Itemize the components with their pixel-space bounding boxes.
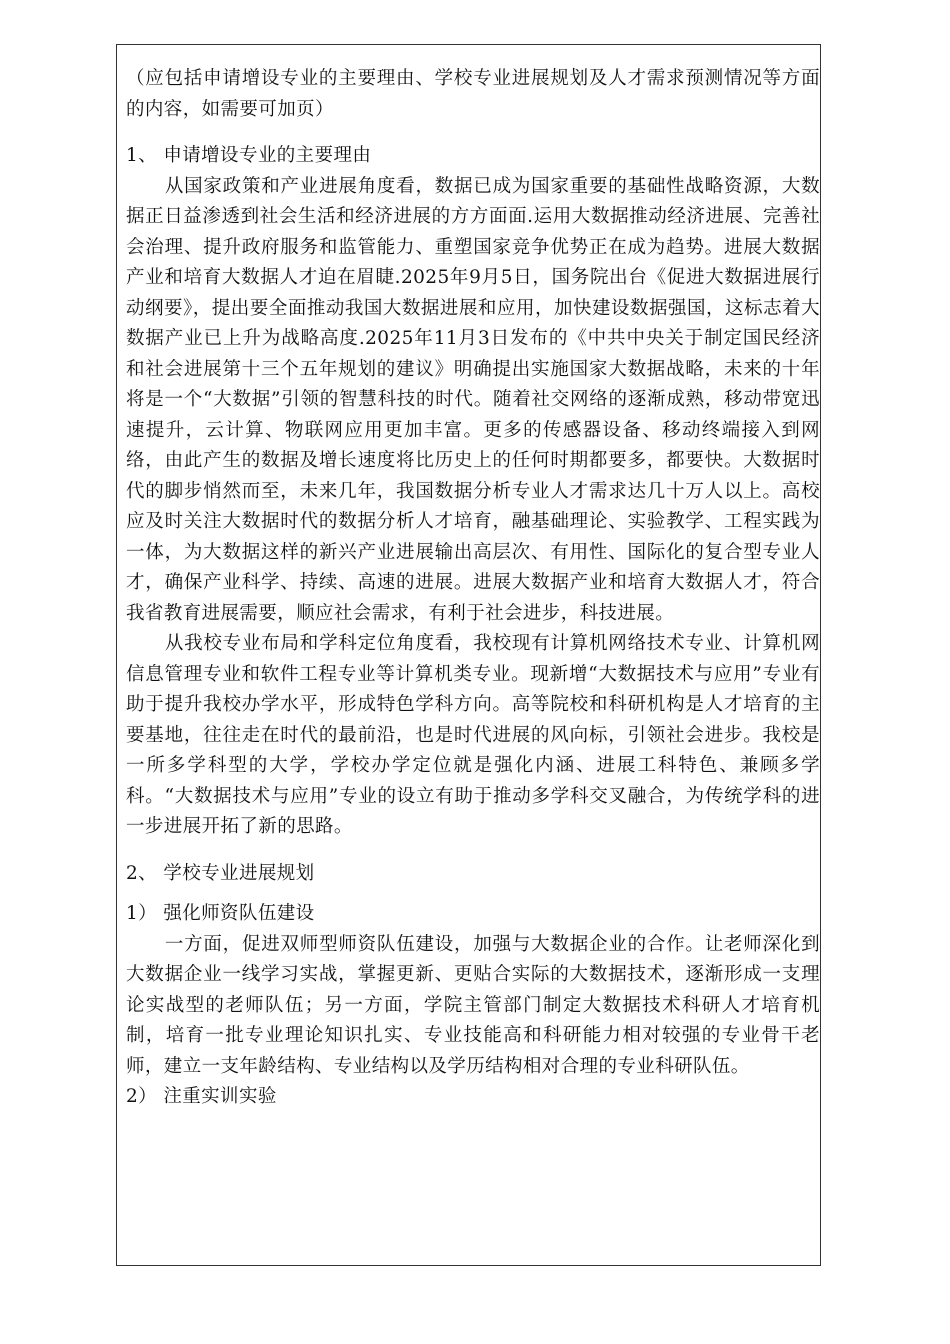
document-body — [126, 64, 820, 1113]
section-1-paragraph-2: 从我校专业布局和学科定位角度看，我校现有计算机网络技术专业、计算机网信息管理专业和软件工程专业等计算机类专业。现新增“大数据技术与应用”专业有助于提升我校办学水平，形成特色学科方向。高等院校和科研机构是人才培育的主要基地，往往走在时代的最前沿，也是时代进展的风向标，引领社会进步。我校是一所多学科型的大学，学校办学定位就是强化内涵、进展工科特色、兼顾多学科。“大数据技术与应用”专业的设立有助于推动多学科交叉融合，为传统学科的进一步进展开拓了新的思路。 — [126, 633, 820, 837]
instruction-note: （应包括申请增设专业的主要理由、学校专业进展规划及人才需求预测情况等方面的内容，如需要可加页） — [126, 68, 820, 120]
section-2-heading: 2、 学校专业进展规划 — [126, 862, 315, 884]
subsection-1-paragraph: 一方面，促进双师型师资队伍建设，加强与大数据企业的合作。让老师深化到大数据企业一线学习实战，掌握更新、更贴合实际的大数据技术，逐渐形成一支理论实战型的老师队伍；另一方面，学院主管部门制定大数据技术科研人才培育机制，培育一批专业理论知识扎实、专业技能高和科研能力相对较强的专业骨干老师，建立一支年龄结构、专业结构以及学历结构相对合理的专业科研队伍。 — [126, 933, 820, 1077]
subsection-1-heading: 1） 强化师资队伍建设 — [126, 903, 315, 924]
subsection-2-heading: 2） 注重实训实验 — [126, 1086, 277, 1107]
section-1-heading: 1、 申请增设专业的主要理由 — [126, 145, 372, 166]
section-1-paragraph-1: 从国家政策和产业进展角度看，数据已成为国家重要的基础性战略资源，大数据正日益渗透到社会生活和经济进展的方方面面.运用大数据推动经济进展、完善社会治理、提升政府服务和监管能力、重塑国家竞争优势正在成为趋势。进展大数据产业和培育大数据人才迫在眉睫.2025年9月5日，国务院出台《促进大数据进展行动纲要》，提出要全面推动我国大数据进展和应用，加快建设数据强国，这标志着大数据产业已上升为战略高度.2025年11月3日发布的《中共中央关于制定国民经济和社会进展第十三个五年规划的建议》明确提出实施国家大数据战略，未来的十年将是一个“大数据”引领的智慧科技的时代。随着社交网络的逐渐成熟，移动带宽迅速提升，云计算、物联网应用更加丰富。更多的传感器设备、移动终端接入到网络，由此产生的数据及增长速度将比历史上的任何时期都要多，都要快。大数据时代的脚步悄然而至，未来几年，我国数据分析专业人才需求达几十万人以上。高校应及时关注大数据时代的数据分析人才培育，融基础理论、实验教学、工程实践为一体，为大数据这样的新兴产业进展输出高层次、有用性、国际化的复合型专业人才，确保产业科学、持续、高速的进展。进展大数据产业和培育大数据人才，符合我省教育进展需要，顺应社会需求，有利于社会进步，科技进展。 — [126, 175, 820, 624]
